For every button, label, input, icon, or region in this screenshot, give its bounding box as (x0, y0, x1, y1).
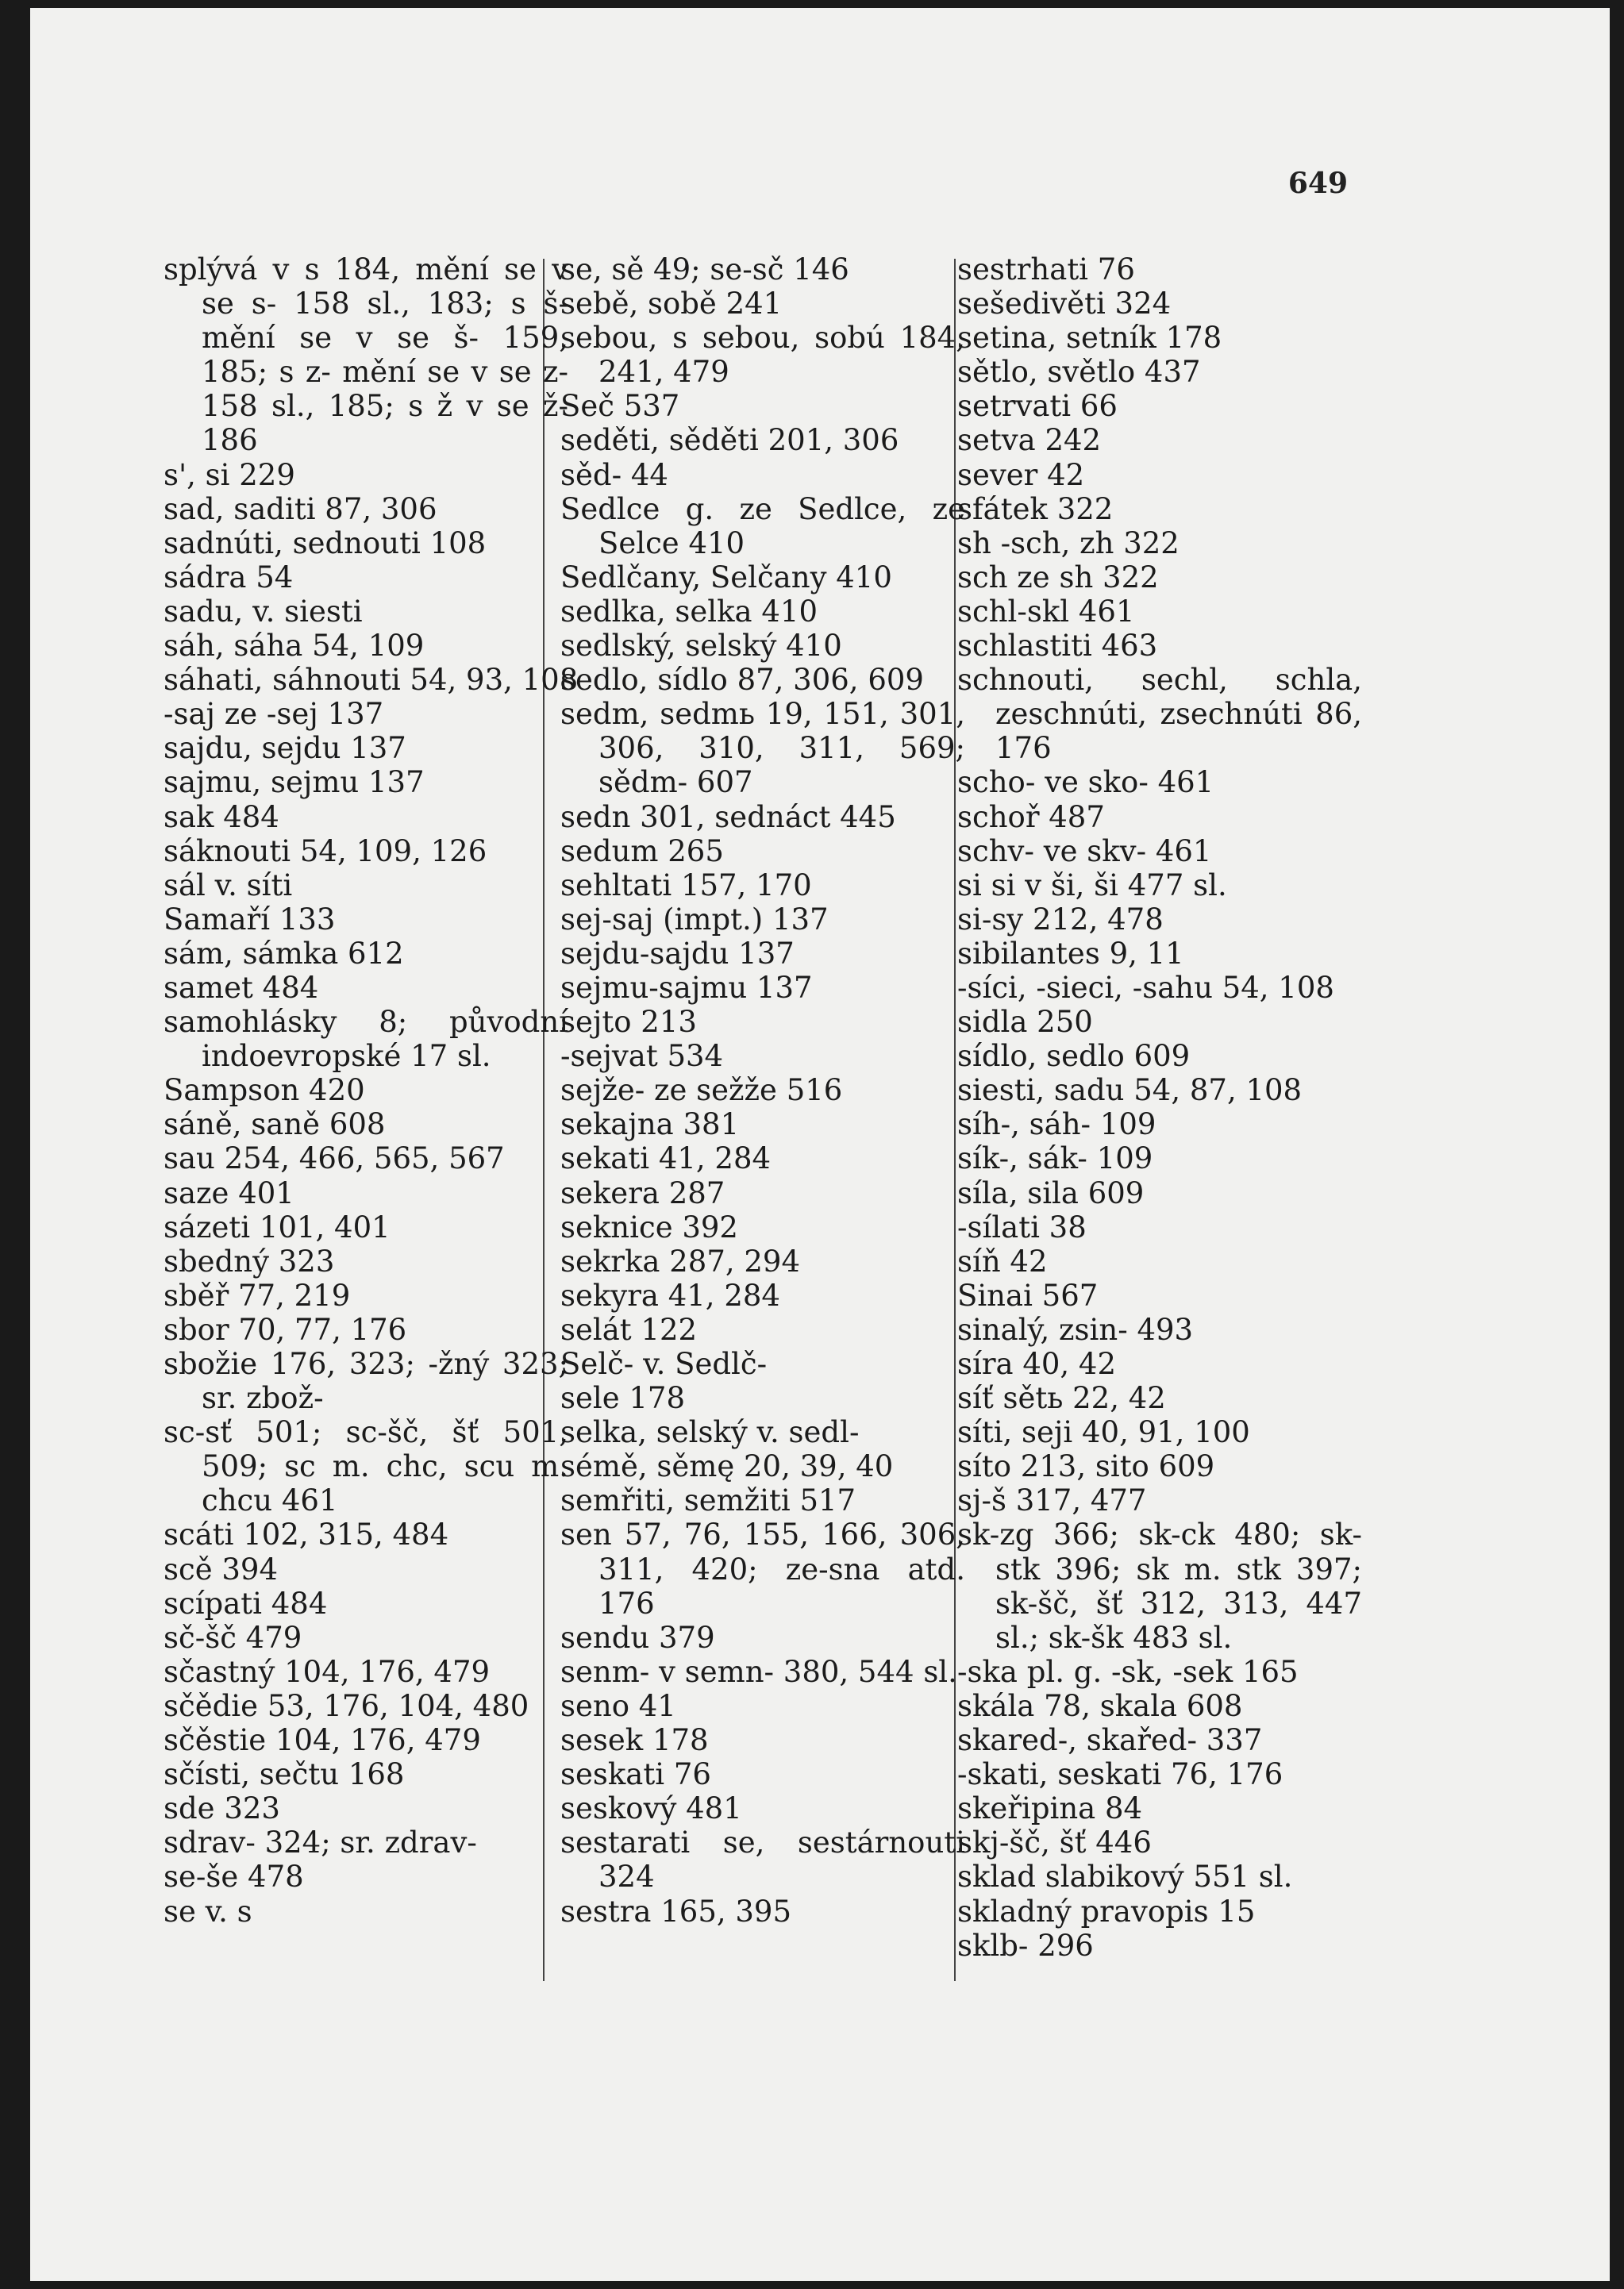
index-entry: sde 323 (164, 1791, 280, 1826)
index-entry: sch ze sh 322 (957, 560, 1159, 594)
index-entry: sadu, v. siesti (164, 594, 363, 629)
index-entry: sebou, s sebou, sobú 184, 241, 479 (560, 321, 965, 390)
index-entry: sau 254, 466, 565, 567 (164, 1141, 505, 1176)
index-entry: sidla 250 (957, 1005, 1093, 1040)
index-entry: Selč- v. Sedlč- (560, 1347, 768, 1381)
index-entry: se, sě 49; se-sč 146 (560, 252, 849, 287)
index-entry: Sampson 420 (164, 1073, 365, 1108)
index-entry: sad, saditi 87, 306 (164, 491, 437, 526)
book-page (30, 8, 1610, 2281)
index-entry: sám, sámka 612 (164, 936, 404, 971)
index-entry: schv- ve skv- 461 (957, 833, 1212, 868)
index-entry: setrvati 66 (957, 389, 1118, 424)
index-entry: sej-saj (impt.) 137 (560, 902, 829, 937)
index-entry: schnouti, sechl, schla, zeschnúti, zsechnúti 86, 176 (957, 663, 1362, 766)
index-entry: sc-sť 501; sc-šč, šť 501, 509; sc m. chc, scu m. chcu 461 (164, 1415, 568, 1518)
index-entry: selát 122 (560, 1312, 698, 1347)
index-entry: saze 401 (164, 1175, 294, 1210)
index-entry: sekajna 381 (560, 1107, 740, 1142)
index-entry: sejmu-sajmu 137 (560, 970, 813, 1005)
index-entry: -síci, -sieci, -sahu 54, 108 (957, 970, 1334, 1005)
index-entry: sbožie 176, 323; -žný 323; sr. zbož- (164, 1347, 568, 1416)
index-entry: sčísti, sečtu 168 (164, 1757, 405, 1792)
index-entry: sík-, sák- 109 (957, 1141, 1153, 1176)
index-entry: splývá v s 184, mění se v se s- 158 sl., 183; s š- mění se v se š- 159, 185; s z- mění se v se z- 158 sl., 185; s ž v se ž- 186 (164, 252, 568, 458)
index-entry: sever 42 (957, 457, 1085, 492)
index-entry: sedlo, sídlo 87, 306, 609 (560, 663, 924, 698)
index-entry: skladný pravopis 15 (957, 1894, 1256, 1929)
index-entry: -ska pl. g. -sk, -sek 165 (957, 1654, 1299, 1689)
index-entry: si-sy 212, 478 (957, 902, 1164, 937)
index-entry: sehltati 157, 170 (560, 868, 812, 902)
index-entry: sibilantes 9, 11 (957, 936, 1184, 971)
index-entry: síň 42 (957, 1244, 1048, 1279)
index-entry: si si v ši, ši 477 sl. (957, 868, 1227, 902)
index-entry: sak 484 (164, 799, 279, 834)
index-entry: scípati 484 (164, 1586, 328, 1621)
index-entry: -sejvat 534 (560, 1039, 724, 1074)
index-entry: setina, setník 178 (957, 321, 1222, 356)
index-entry: síť sětь 22, 42 (957, 1381, 1166, 1416)
index-entry: schoř 487 (957, 799, 1105, 834)
index-entry: sbor 70, 77, 176 (164, 1312, 407, 1347)
index-entry: sk-zg 366; sk-ck 480; sk-stk 396; sk m. stk 397; sk-šč, šť 312, 313, 447 sl.; sk-šk 483 sl. (957, 1518, 1362, 1655)
index-entry: sbedný 323 (164, 1244, 335, 1279)
index-column-3 (957, 252, 1362, 1963)
index-entry: sendu 379 (560, 1620, 715, 1655)
page-number: 649 (1287, 167, 1348, 200)
index-entry: Sinai 567 (957, 1278, 1099, 1313)
index-entry: sestra 165, 395 (560, 1894, 792, 1929)
index-entry: sál v. síti (164, 868, 293, 902)
index-entry: -skati, seskati 76, 176 (957, 1757, 1283, 1792)
index-entry: seskový 481 (560, 1791, 742, 1826)
index-entry: sedn 301, sednáct 445 (560, 799, 896, 834)
index-entry: Seč 537 (560, 389, 680, 424)
index-entry: sestarati se, sestárnouti 324 (560, 1825, 965, 1895)
index-entry: sajdu, sejdu 137 (164, 731, 406, 766)
index-entry: sebě, sobě 241 (560, 287, 783, 321)
index-entry: Sedlčany, Selčany 410 (560, 560, 892, 594)
index-entry: sajmu, sejmu 137 (164, 765, 425, 800)
index-entry: sekati 41, 284 (560, 1141, 772, 1176)
index-entry: sejže- ze sežže 516 (560, 1073, 843, 1108)
index-entry: sesek 178 (560, 1723, 709, 1758)
index-entry: samet 484 (164, 970, 319, 1005)
index-entry: sáně, saně 608 (164, 1107, 386, 1142)
index-entry: sklad slabikový 551 sl. (957, 1860, 1293, 1895)
index-entry: síra 40, 42 (957, 1347, 1117, 1381)
index-entry: sč-šč 479 (164, 1620, 302, 1655)
index-entry: seděti, sěděti 201, 306 (560, 423, 899, 458)
index-entry: -sílati 38 (957, 1210, 1087, 1245)
index-entry: sětlo, světlo 437 (957, 355, 1201, 390)
index-entry: samohlásky 8; původní indoevropské 17 sl. (164, 1005, 568, 1074)
index-entry: sádra 54 (164, 560, 294, 594)
index-entry: siesti, sadu 54, 87, 108 (957, 1073, 1303, 1108)
index-entry: Sedlce g. ze Sedlce, ze Selce 410 (560, 491, 965, 560)
index-entry: sáhati, sáhnouti 54, 93, 108 (164, 663, 579, 698)
index-entry: sáh, sáha 54, 109 (164, 629, 425, 664)
index-entry: sele 178 (560, 1381, 685, 1416)
index-entry: se-še 478 (164, 1860, 304, 1895)
index-entry: Samaří 133 (164, 902, 336, 937)
index-entry: sekyra 41, 284 (560, 1278, 780, 1313)
index-entry: sinalý, zsin- 493 (957, 1312, 1194, 1347)
index-entry: sh -sch, zh 322 (957, 525, 1180, 560)
index-entry: sčěstie 104, 176, 479 (164, 1723, 481, 1758)
index-entry: sen 57, 76, 155, 166, 306, 311, 420; ze-sna atd. 176 (560, 1518, 965, 1621)
index-column-2 (560, 252, 965, 1929)
index-entry: sáknouti 54, 109, 126 (164, 833, 487, 868)
index-entry: semřiti, semžiti 517 (560, 1483, 856, 1518)
index-entry: sedlka, selka 410 (560, 594, 818, 629)
index-entry: sázeti 101, 401 (164, 1210, 391, 1245)
index-entry: skála 78, skala 608 (957, 1688, 1243, 1723)
index-entry: síh-, sáh- 109 (957, 1107, 1156, 1142)
index-entry: se v. s (164, 1894, 252, 1929)
index-entry: sdrav- 324; sr. zdrav- (164, 1825, 477, 1860)
index-entry: sěd- 44 (560, 457, 668, 492)
index-entry: sestrhati 76 (957, 252, 1135, 287)
index-entry: skj-šč, šť 446 (957, 1825, 1152, 1860)
index-entry: sídlo, sedlo 609 (957, 1039, 1191, 1074)
index-entry: sčědie 53, 176, 104, 480 (164, 1688, 529, 1723)
index-entry: síto 213, sito 609 (957, 1449, 1215, 1484)
index-entry: setva 242 (957, 423, 1102, 458)
index-entry: sčastný 104, 176, 479 (164, 1654, 491, 1689)
index-entry: sedum 265 (560, 833, 724, 868)
index-entry: scáti 102, 315, 484 (164, 1518, 449, 1552)
index-entry: skeřipina 84 (957, 1791, 1143, 1826)
index-entry: schlastiti 463 (957, 629, 1158, 664)
index-entry: sklb- 296 (957, 1928, 1094, 1963)
index-entry: s', si 229 (164, 457, 295, 492)
index-entry: seskati 76 (560, 1757, 711, 1792)
index-entry: selka, selský v. sedl- (560, 1415, 860, 1450)
index-entry: síla, sila 609 (957, 1175, 1145, 1210)
index-entry: seno 41 (560, 1688, 676, 1723)
index-column-1 (164, 252, 579, 1929)
index-entry: senm- v semn- 380, 544 sl. (560, 1654, 957, 1689)
index-entry: scho- ve sko- 461 (957, 765, 1214, 800)
index-entry: scě 394 (164, 1552, 278, 1587)
index-entry: skared-, skařed- 337 (957, 1723, 1263, 1758)
index-entry: -saj ze -sej 137 (164, 697, 384, 732)
index-entry: sémě, sěmę 20, 39, 40 (560, 1449, 894, 1484)
index-entry: síti, seji 40, 91, 100 (957, 1415, 1250, 1450)
index-entry: seknice 392 (560, 1210, 738, 1245)
index-entry: sedm, sedmь 19, 151, 301, 306, 310, 311, 569; sědm- 607 (560, 697, 965, 800)
index-entry: sekera 287 (560, 1175, 725, 1210)
index-entry: sešedivěti 324 (957, 287, 1172, 321)
index-entry: schl-skl 461 (957, 594, 1135, 629)
index-entry: sadnúti, sednouti 108 (164, 525, 487, 560)
index-entry: sfátek 322 (957, 491, 1114, 526)
index-entry: sejto 213 (560, 1005, 697, 1040)
index-entry: sejdu-sajdu 137 (560, 936, 795, 971)
index-entry: sběř 77, 219 (164, 1278, 351, 1313)
index-entry: sedlský, selský 410 (560, 629, 842, 664)
index-entry: sj-š 317, 477 (957, 1483, 1147, 1518)
index-entry: sekrka 287, 294 (560, 1244, 800, 1279)
